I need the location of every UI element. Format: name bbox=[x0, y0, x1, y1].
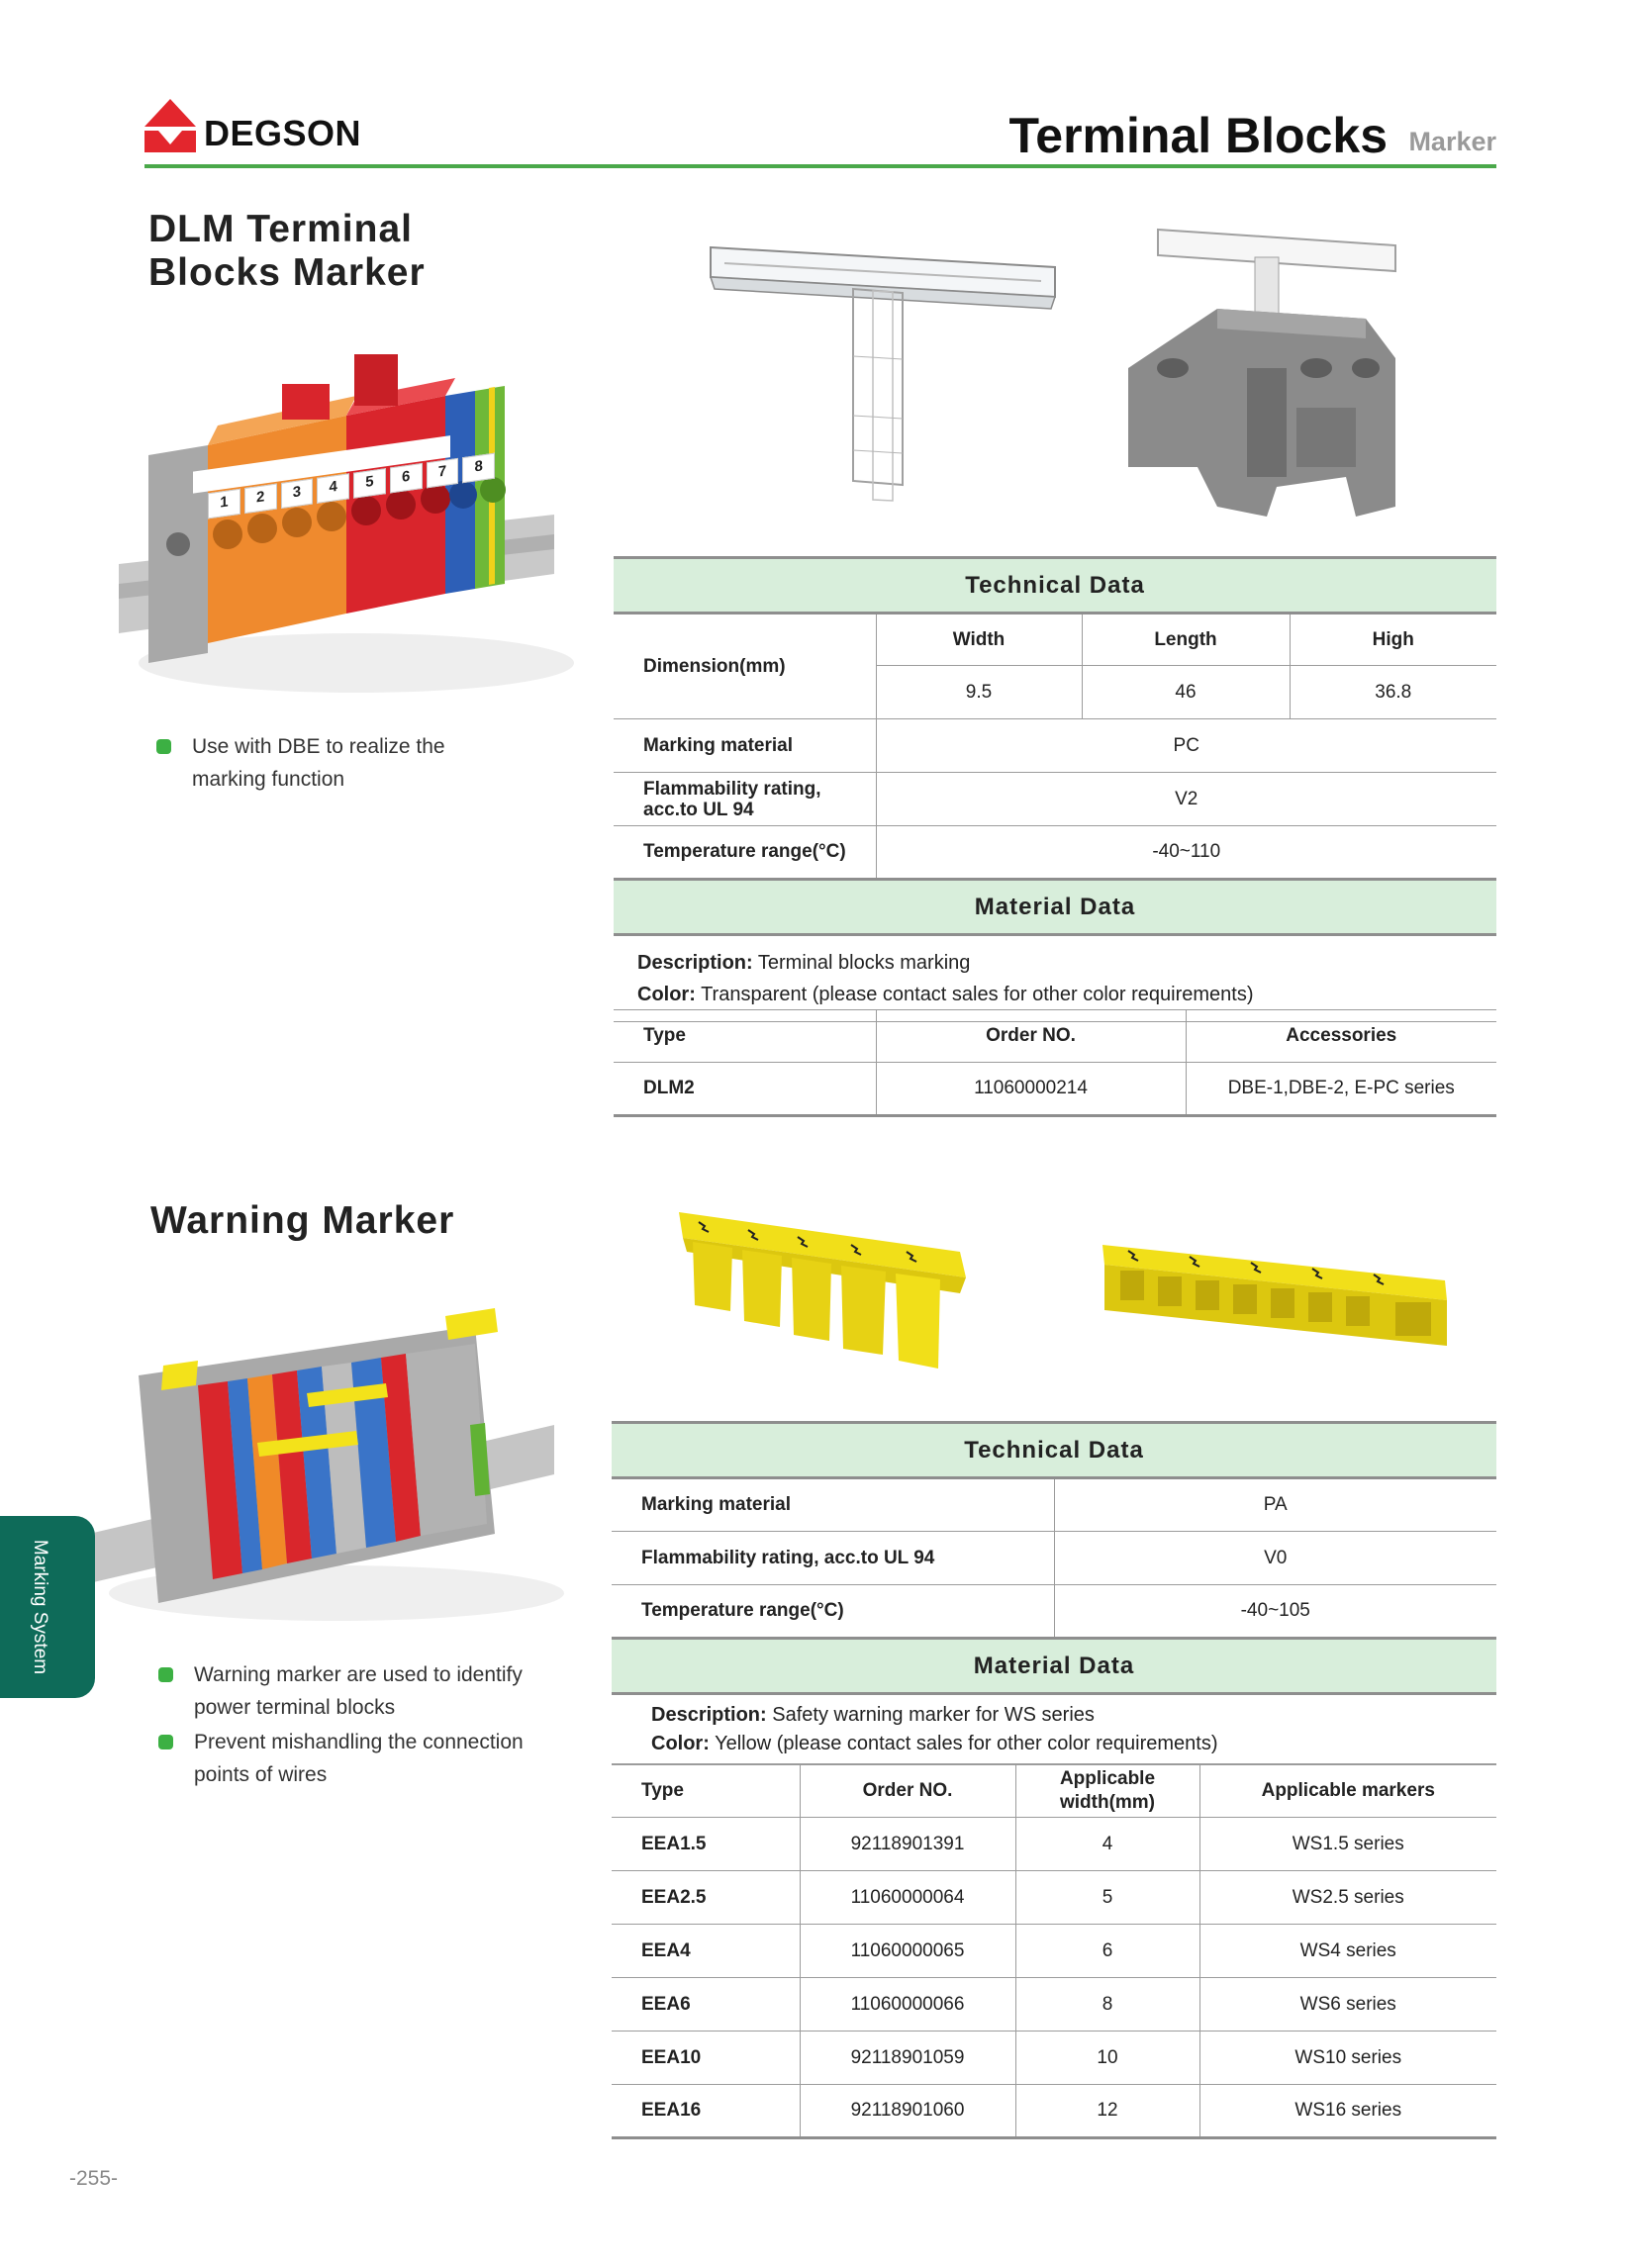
table-row bbox=[614, 1063, 1496, 1116]
dimension-label: Dimension(mm) bbox=[614, 614, 876, 719]
spec-value: V2 bbox=[876, 773, 1496, 826]
bullet-icon bbox=[158, 1735, 173, 1749]
markers-cell: WS10 series bbox=[1199, 2032, 1496, 2085]
dlm-bullet-text: Use with DBE to realize the marking function bbox=[192, 735, 445, 791]
width-cell: 4 bbox=[1015, 1818, 1199, 1871]
markers-cell: WS16 series bbox=[1199, 2085, 1496, 2138]
spec-label: Marking material bbox=[614, 719, 876, 773]
spec-label: Temperature range(°C) bbox=[612, 1585, 1054, 1639]
warning-material-description bbox=[612, 1694, 1496, 1765]
description-value: Terminal blocks marking bbox=[752, 952, 971, 974]
width-cell: 8 bbox=[1015, 1978, 1199, 2032]
warning-section-title: Warning Marker bbox=[150, 1199, 455, 1242]
table-row bbox=[612, 1871, 1496, 1925]
markers-cell: WS1.5 series bbox=[1199, 1818, 1496, 1871]
table-row bbox=[612, 1978, 1496, 2032]
dlm-section-title bbox=[148, 208, 426, 295]
warning-bullet-item bbox=[158, 1658, 574, 1724]
warning-bullet-text: Warning marker are used to identify power terminal blocks bbox=[194, 1663, 523, 1719]
transparent-marker-photo bbox=[705, 237, 1061, 505]
dim-value-high: 36.8 bbox=[1290, 666, 1496, 719]
spec-value: PA bbox=[1054, 1478, 1496, 1532]
markers-cell: WS4 series bbox=[1199, 1925, 1496, 1978]
dim-value-length: 46 bbox=[1082, 666, 1290, 719]
spec-label: Marking material bbox=[612, 1478, 1054, 1532]
number-tag: 4 bbox=[317, 473, 349, 504]
column-header: Type bbox=[614, 1010, 876, 1063]
number-tag: 1 bbox=[208, 489, 240, 520]
dim-header-width: Width bbox=[876, 614, 1082, 666]
type-cell: EEA10 bbox=[612, 2032, 800, 2085]
dim-value-width: 9.5 bbox=[876, 666, 1082, 719]
warning-marker-photo-large bbox=[673, 1202, 980, 1370]
dim-header-high: High bbox=[1290, 614, 1496, 666]
type-cell: DLM2 bbox=[614, 1063, 876, 1116]
brand-name: DEGSON bbox=[204, 113, 362, 153]
number-tag: 3 bbox=[281, 478, 314, 509]
width-cell: 10 bbox=[1015, 2032, 1199, 2085]
spec-value: -40~105 bbox=[1054, 1585, 1496, 1639]
number-tag: 5 bbox=[353, 468, 386, 499]
type-cell: EEA1.5 bbox=[612, 1818, 800, 1871]
accessories-cell: DBE-1,DBE-2, E-PC series bbox=[1186, 1063, 1496, 1116]
warning-technical-data-table bbox=[612, 1421, 1496, 1765]
warning-order-table bbox=[612, 1763, 1496, 2139]
description-value: Safety warning marker for WS series bbox=[766, 1704, 1095, 1726]
number-tag: 2 bbox=[244, 484, 277, 515]
order-no-cell: 11060000065 bbox=[800, 1925, 1015, 1978]
color-value: Transparent (please contact sales for other color requirements) bbox=[695, 984, 1254, 1005]
spec-value: V0 bbox=[1054, 1532, 1496, 1585]
markers-cell: WS2.5 series bbox=[1199, 1871, 1496, 1925]
warning-bullet-text: Prevent mishandling the connection points of wires bbox=[194, 1731, 524, 1786]
table-row bbox=[612, 2085, 1496, 2138]
page-number: -255- bbox=[69, 2167, 119, 2190]
column-header: Type bbox=[612, 1764, 800, 1818]
color-value: Yellow (please contact sales for other color requirements) bbox=[709, 1733, 1218, 1754]
warning-bullet-item bbox=[158, 1726, 574, 1791]
order-no-cell: 11060000066 bbox=[800, 1978, 1015, 2032]
page-subtitle: Marker bbox=[1408, 127, 1496, 156]
order-no-cell: 92118901059 bbox=[800, 2032, 1015, 2085]
warning-marker-photo-small bbox=[1099, 1237, 1455, 1366]
warning-assembly-photo bbox=[79, 1306, 584, 1633]
column-header: Accessories bbox=[1186, 1010, 1496, 1063]
number-tag: 8 bbox=[462, 453, 495, 484]
description-label: Description: bbox=[651, 1704, 767, 1726]
color-label: Color: bbox=[637, 984, 696, 1005]
dlm-order-table bbox=[614, 1009, 1496, 1117]
table-row bbox=[612, 2032, 1496, 2085]
width-cell: 5 bbox=[1015, 1871, 1199, 1925]
order-no-cell: 11060000214 bbox=[876, 1063, 1186, 1116]
number-tag: 7 bbox=[427, 458, 459, 489]
marker-on-end-bracket-photo bbox=[1118, 220, 1415, 526]
type-cell: EEA2.5 bbox=[612, 1871, 800, 1925]
dlm-assembly-photo bbox=[99, 336, 584, 712]
width-cell: 6 bbox=[1015, 1925, 1199, 1978]
table-row bbox=[612, 1818, 1496, 1871]
order-no-cell: 92118901391 bbox=[800, 1818, 1015, 1871]
dim-header-length: Length bbox=[1082, 614, 1290, 666]
spec-label: Temperature range(°C) bbox=[614, 826, 876, 880]
column-header: Applicable width(mm) bbox=[1015, 1764, 1199, 1818]
warning-material-heading: Material Data bbox=[612, 1639, 1496, 1694]
page-title: Terminal Blocks bbox=[1008, 108, 1388, 163]
order-no-cell: 11060000064 bbox=[800, 1871, 1015, 1925]
dlm-bullet-item bbox=[156, 730, 513, 796]
column-header: Order NO. bbox=[876, 1010, 1186, 1063]
color-label: Color: bbox=[651, 1733, 710, 1754]
bullet-icon bbox=[156, 739, 171, 754]
spec-label: Flammability rating, acc.to UL 94 bbox=[614, 773, 876, 826]
spec-value: PC bbox=[876, 719, 1496, 773]
number-tag: 6 bbox=[390, 463, 423, 494]
type-cell: EEA6 bbox=[612, 1978, 800, 2032]
order-no-cell: 92118901060 bbox=[800, 2085, 1015, 2138]
dlm-tech-heading: Technical Data bbox=[614, 558, 1496, 614]
bullet-icon bbox=[158, 1667, 173, 1682]
spec-label: Flammability rating, acc.to UL 94 bbox=[612, 1532, 1054, 1585]
type-cell: EEA16 bbox=[612, 2085, 800, 2138]
table-row bbox=[612, 1925, 1496, 1978]
warning-tech-heading: Technical Data bbox=[612, 1423, 1496, 1478]
dlm-technical-data-table bbox=[614, 556, 1496, 1022]
dlm-material-heading: Material Data bbox=[614, 880, 1496, 935]
dlm-title-line1: DLM Terminal bbox=[148, 208, 413, 250]
column-header: Applicable markers bbox=[1199, 1764, 1496, 1818]
header-divider bbox=[144, 164, 1496, 168]
column-header: Order NO. bbox=[800, 1764, 1015, 1818]
type-cell: EEA4 bbox=[612, 1925, 800, 1978]
side-tab-label: Marking System bbox=[30, 1539, 50, 1675]
dlm-title-line2: Blocks Marker bbox=[148, 251, 426, 294]
markers-cell: WS6 series bbox=[1199, 1978, 1496, 2032]
spec-value: -40~110 bbox=[876, 826, 1496, 880]
description-label: Description: bbox=[637, 952, 753, 974]
width-cell: 12 bbox=[1015, 2085, 1199, 2138]
